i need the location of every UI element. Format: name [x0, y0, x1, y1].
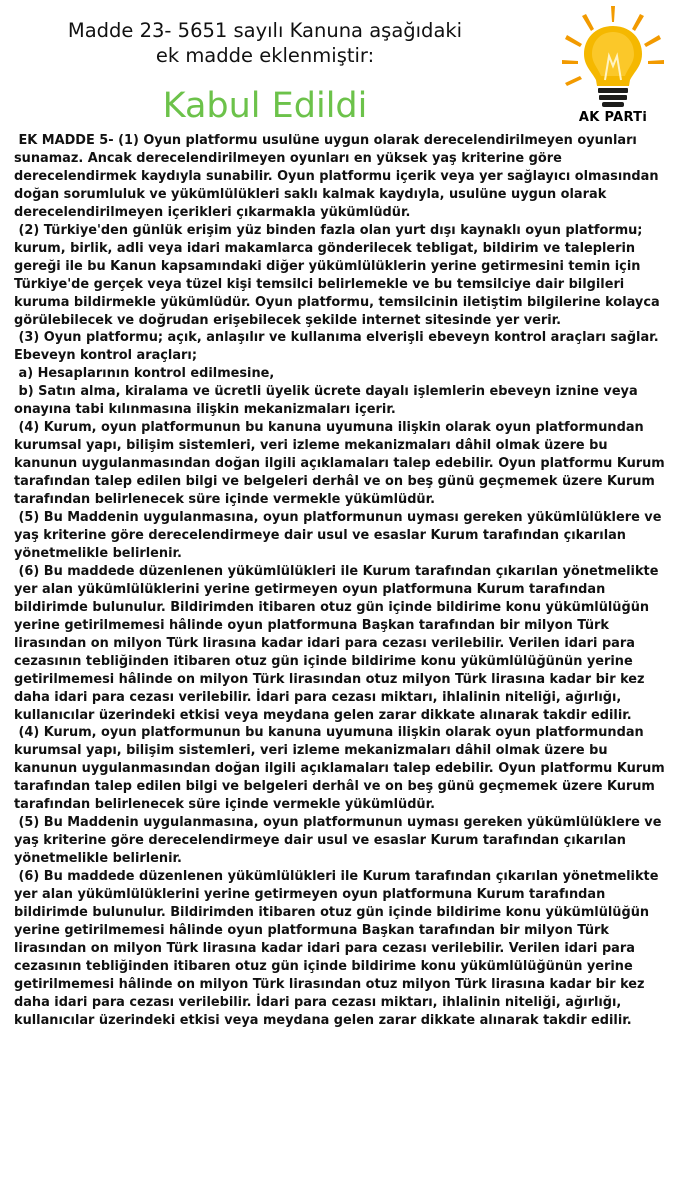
logo-text: AK PARTi	[578, 110, 648, 125]
article-paragraph: (2) Türkiye'den günlük erişim yüz binden fazla olan yurt dışı kaynaklı oyun platformu; kurum, birlik, adli veya idari makamlarca gönderilecek tebligat, bildirim ve taleplerin gereği ile bu Kanun kapsamındaki diğer yükümlülüklerin yerine getirmesini temin için Türkiye'de gerçek veya tüzel kişi temsilci belirlemekle ve bu temsilciye dair bilgileri kuruma bildirmekle yükümlüdür. Oyun platformu, temsilcinin iletiştim bilgilerine kolayca görülebilecek ve doğrudan erişebilecek şekilde internet sitesinde yer verir.	[14, 222, 665, 328]
heading-line-2: ek madde eklenmiştir:	[155, 44, 375, 67]
article-paragraph: (6) Bu maddede düzenlenen yükümlülükleri ile Kurum tarafından çıkarılan yönetmelikte yer alan yükümlülüklerini yerine getirmeyen oyun platformuna Kurum tarafından bildirimde bulunulur. Bildirimden itibaren otuz gün içinde bildirime konu yükümlülüğün yerine getirilmemesi hâlinde oyun platformuna Başkan tarafından bir milyon Türk lirasından on milyon Türk lirasına kadar idari para cezası verilebilir. Verilen idari para cezasının tebliğinden itibaren otuz gün içinde bildirime konu yükümlülüğünün yerine getirilmemesi hâlinde on milyon Türk lirasından otuz milyon Türk lirasına kadar bir kez daha idari para cezası verilebilir. İdari para cezası miktarı, ihlalinin niteliği, ağırlığı, kullanıcılar üzerindeki etkisi veya meydana gelen zarar dikkate alınarak takdir edilir.	[14, 869, 663, 1028]
article-paragraph: a) Hesaplarının kontrol edilmesine,	[14, 366, 275, 382]
article-paragraph: b) Satın alma, kiralama ve ücretli üyelik ücrete dayalı işlemlerin ebeveyn iznine veya onayına tabi kılınmasına ilişkin mekanizmaları içerir.	[14, 384, 643, 418]
article-paragraph: (5) Bu Maddenin uygulanmasına, oyun platformunun uyması gereken yükümlülüklere ve yaş kriterine göre derecelendirmeye dair usul ve esaslar Kurum tarafından çıkarılan yönetmelikle belirlenir.	[14, 815, 666, 867]
result-status: Kabul Edildi	[162, 86, 368, 126]
heading-line-1: Madde 23- 5651 sayılı Kanuna aşağıdaki	[67, 19, 463, 42]
article-paragraph: (5) Bu Maddenin uygulanmasına, oyun platformunun uyması gereken yükümlülüklere ve yaş kriterine göre derecelendirmeye dair usul ve esaslar Kurum tarafından çıkarılan yönetmelikle belirlenir.	[14, 510, 666, 561]
article-paragraph: (4) Kurum, oyun platformunun bu kanuna uyumuna ilişkin olarak oyun platformundan kurumsal yapı, bilişim sistemleri, veri izleme mekanizmaları dâhil olmak üzere bu kanunun uygulanmasından doğan ilgili açıklamaları talep edebilir. Oyun platformu Kurum tarafından talep edilen bilgi ve belgeleri derhâl ve on beş günü geçmemek üzere Kurum tarafından belirlenecek süre içinde vermekle yükümlüdür.	[14, 420, 670, 508]
article-body	[14, 132, 669, 1030]
article-heading	[40, 18, 490, 68]
article-paragraph: (6) Bu maddede düzenlenen yükümlülükleri ile Kurum tarafından çıkarılan yönetmelikte yer alan yükümlülüklerini yerine getirmeyen oyun platformuna Kurum tarafından bildirimde bulunulur. Bildirimden itibaren otuz gün içinde bildirime konu yükümlülüğün yerine getirilmemesi hâlinde oyun platformuna Başkan tarafından bir milyon Türk lirasından on milyon Türk lirasına kadar idari para cezası verilebilir. Verilen idari para cezasının tebliğinden itibaren otuz gün içinde bildirime konu yükümlülüğünün yerine getirilmemesi hâlinde on milyon Türk lirasından otuz milyon Türk lirasına kadar bir kez daha idari para cezası verilebilir. İdari para cezası miktarı, ihlalinin niteliği, ağırlığı, kullanıcılar üzerindeki etkisi veya meydana gelen zarar dikkate alınarak takdir edilir.	[14, 563, 663, 723]
lightbulb-icon	[562, 6, 664, 110]
article-paragraph: (4) Kurum, oyun platformunun bu kanuna uyumuna ilişkin olarak oyun platformundan kurumsal yapı, bilişim sistemleri, veri izleme mekanizmaları dâhil olmak üzere bu kanunun uygulanmasından doğan ilgili açıklamaları talep edebilir. Oyun platformu Kurum tarafından talep edilen bilgi ve belgeleri derhâl ve on beş günü geçmemek üzere Kurum tarafından belirlenecek süre içinde vermekle yükümlüdür.	[14, 725, 670, 813]
article-paragraph: (3) Oyun platformu; açık, anlaşılır ve kullanıma elverişli ebeveyn kontrol araçları sağlar. Ebeveyn kontrol araçları;	[14, 330, 664, 364]
party-logo	[562, 6, 664, 130]
article-paragraph: EK MADDE 5- (1) Oyun platformu usulüne uygun olarak derecelendirilmeyen oyunları sunamaz. Ancak derecelendirilmeyen oyunları en yüksek yaş kriterine göre derecelendirmek kaydıyla sunabilir. Oyun platformu içerik veya yer sağlayıcı olmasından doğan sorumluluk ve yükümlülükleri saklı kalmak kaydıyla, usulüne uygun olarak derecelendirilmeyen içerikleri çıkarmakla yükümlüdür.	[14, 133, 664, 220]
